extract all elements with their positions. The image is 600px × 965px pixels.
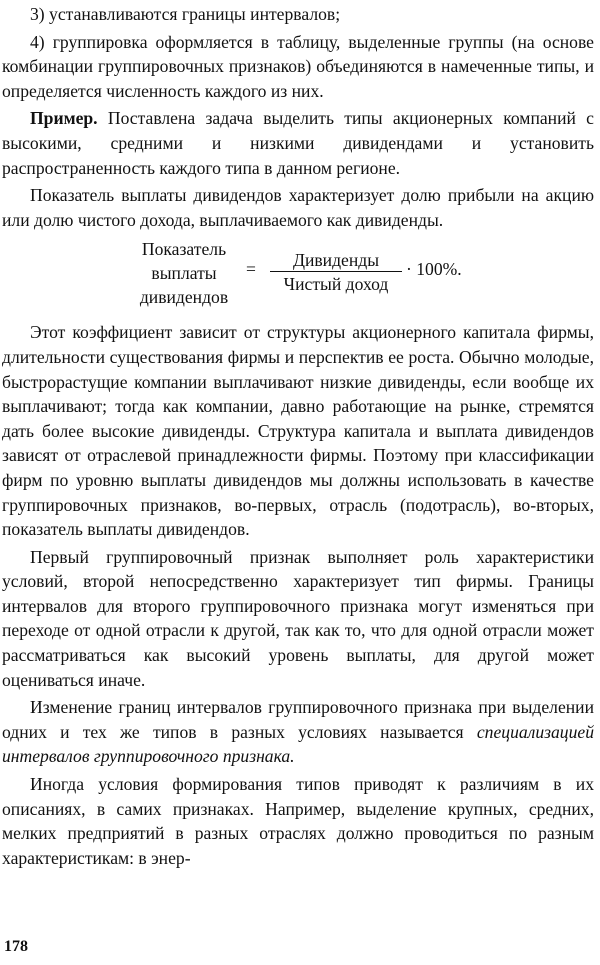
example-label: Пример. xyxy=(30,108,98,129)
paragraph-specialization xyxy=(2,695,594,769)
formula-lhs-line-2: выплаты xyxy=(151,263,217,284)
example-text: Поставлена задача выделить типы акционерных компаний с высокими, средними и низкими дивидендами и установить распространенность каждого типа в данном регионе. xyxy=(2,108,594,178)
formula-numerator: Дивиденды xyxy=(270,249,402,272)
specialization-term: специализацией интервалов группировочного признака. xyxy=(2,721,594,767)
paragraph-item-3: 3) устанавливаются границы интервалов; xyxy=(30,4,341,24)
paragraph-payout-definition: Показатель выплаты дивидендов характеризует долю прибыли на акцию или долю чистого дохода, выплачиваемого как дивиденды. xyxy=(2,185,594,230)
specialization-text: Изменение границ интервалов группировочного признака при выделении одних и тех же типов в разных условиях называется xyxy=(2,697,594,742)
payout-formula xyxy=(2,237,594,317)
page-number: 178 xyxy=(4,938,28,955)
formula-lhs xyxy=(128,237,240,309)
paragraph-first-feature: Первый группировочный признак выполняет роль характеристики условий, второй непосредственно характеризует тип фирмы. Границы интервалов для второго группировочного признака могут изменяться при переходе от одной отрасли к другой, так как то, что для одной отрасли может рассматриваться как высокий уровень выплаты, для другой может оцениваться иначе. xyxy=(2,546,594,690)
formula-equals-sign: = xyxy=(246,259,256,280)
formula-denominator: Чистый доход xyxy=(283,274,389,295)
formula-fraction xyxy=(270,249,402,296)
paragraph-conditions: Иногда условия формирования типов приводят к различиям в их описаниях, в самих признаках. Например, выделение крупных, средних, мелких предприятий в разных отраслях должно проводиться по разным характеристикам: в энер- xyxy=(2,774,594,868)
paragraph-coefficient: Этот коэффициент зависит от структуры акционерного капитала фирмы, длительности существования фирмы и перспектив ее роста. Обычно молодые, быстрорастущие компании выплачивают низкие дивиденды, если вообще их выплачивают; тогда как компании, давно работающие на рынке, стремятся дать более высокие дивиденды. Структура капитала и выплата дивидендов зависят от отраслевой принадлежности фирмы. Поэтому при классификации фирм по уровню выплаты дивидендов мы должны использовать в качестве группировочных признаков, во-первых, отрасль (подотрасль), во-вторых, показатель выплаты дивидендов. xyxy=(2,322,594,540)
formula-lhs-line-1: Показатель xyxy=(141,239,227,260)
paragraph-item-4: 4) группировка оформляется в таблицу, выделенные группы (на основе комбинации группировочных признаков) объединяются в намеченные типы, и определяется численность каждого из них. xyxy=(2,31,594,101)
formula-multiplier: · 100%. xyxy=(406,259,462,280)
text-block xyxy=(2,2,594,870)
paragraph-example xyxy=(2,106,594,180)
formula-lhs-line-3: дивидендов xyxy=(139,287,229,308)
